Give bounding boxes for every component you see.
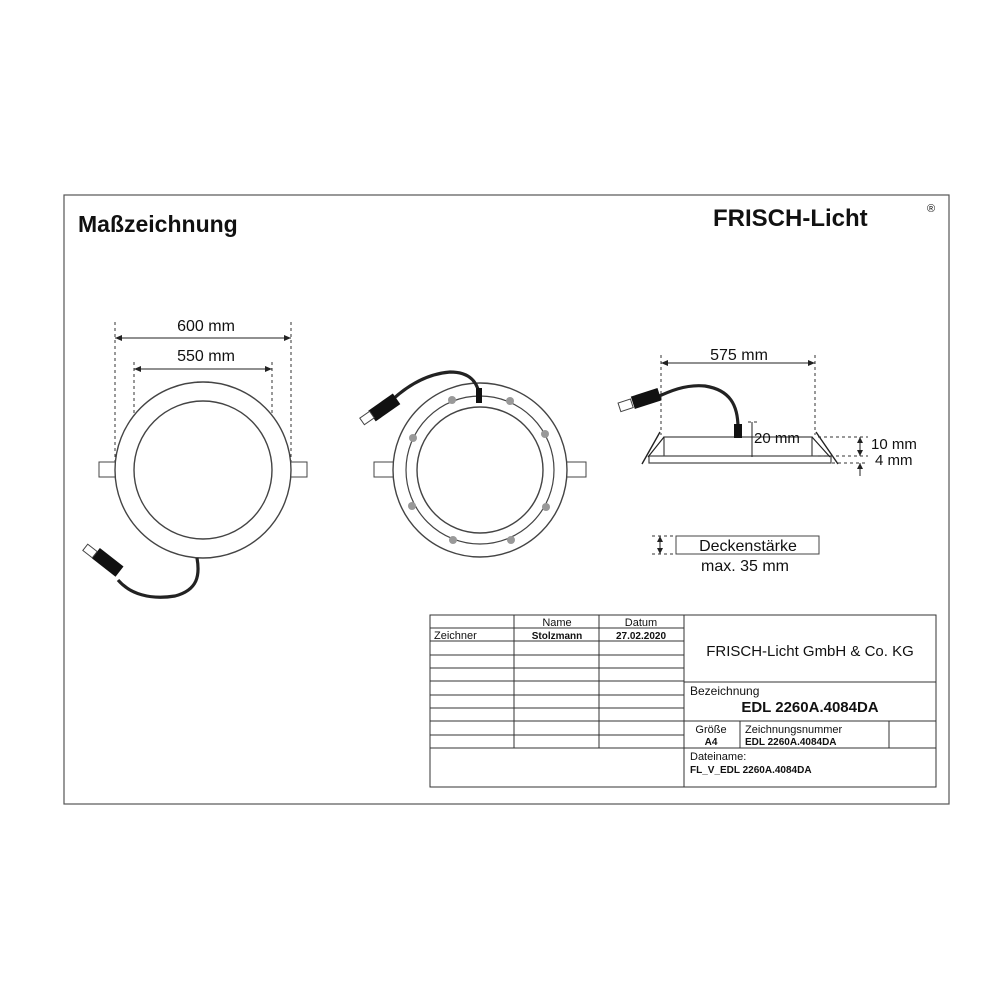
- panel-rim: [649, 456, 831, 463]
- column-header-name: Name: [542, 617, 572, 629]
- dim-label-width: 575 mm: [710, 347, 768, 364]
- screw-hole: [448, 396, 456, 404]
- drawer-name: Stolzmann: [531, 631, 583, 642]
- size-label: Größe: [695, 724, 727, 736]
- title-block: [430, 615, 936, 787]
- screw-hole: [506, 397, 514, 405]
- dim-label-depth: 10 mm: [871, 436, 917, 453]
- filename-label: Dateiname:: [690, 751, 747, 763]
- ceiling-thickness-label: Deckenstärke: [699, 538, 797, 555]
- filename-value: FL_V_EDL 2260A.4084DA: [690, 765, 812, 776]
- screw-hole: [542, 503, 550, 511]
- designation-label: Bezeichnung: [690, 684, 760, 698]
- drawer-date: 27.02.2020: [615, 631, 667, 642]
- page-title: Maßzeichnung: [78, 211, 238, 237]
- dim-label-height: 20 mm: [754, 430, 800, 447]
- column-header-date: Datum: [624, 617, 658, 629]
- dim-label-inner: 550 mm: [177, 348, 235, 365]
- screw-hole: [408, 502, 416, 510]
- mounting-tab: [99, 462, 117, 477]
- cable-gland: [734, 424, 742, 438]
- screw-hole: [507, 536, 515, 544]
- panel-inner-ring: [134, 401, 272, 539]
- drawing-number-label: Zeichnungsnummer: [745, 724, 843, 736]
- row-label-drawer: Zeichner: [434, 630, 477, 642]
- designation-value: EDL 2260A.4084DA: [741, 699, 879, 716]
- dim-label-outer: 600 mm: [177, 318, 235, 335]
- housing-inner-ring: [417, 407, 543, 533]
- screw-hole: [449, 536, 457, 544]
- brand-registered-mark: ®: [927, 203, 936, 215]
- ceiling-thickness-max: max. 35 mm: [700, 558, 790, 575]
- dim-label-rim: 4 mm: [875, 452, 913, 469]
- drawing-number-value: EDL 2260A.4084DA: [745, 737, 837, 748]
- screw-hole: [541, 430, 549, 438]
- screw-hole: [409, 434, 417, 442]
- company-name: FRISCH-Licht GmbH & Co. KG: [706, 643, 914, 660]
- cable-gland: [476, 388, 482, 403]
- brand-logo: FRISCH-Licht: [713, 205, 868, 232]
- size-value: A4: [704, 737, 718, 748]
- mounting-tab: [289, 462, 307, 477]
